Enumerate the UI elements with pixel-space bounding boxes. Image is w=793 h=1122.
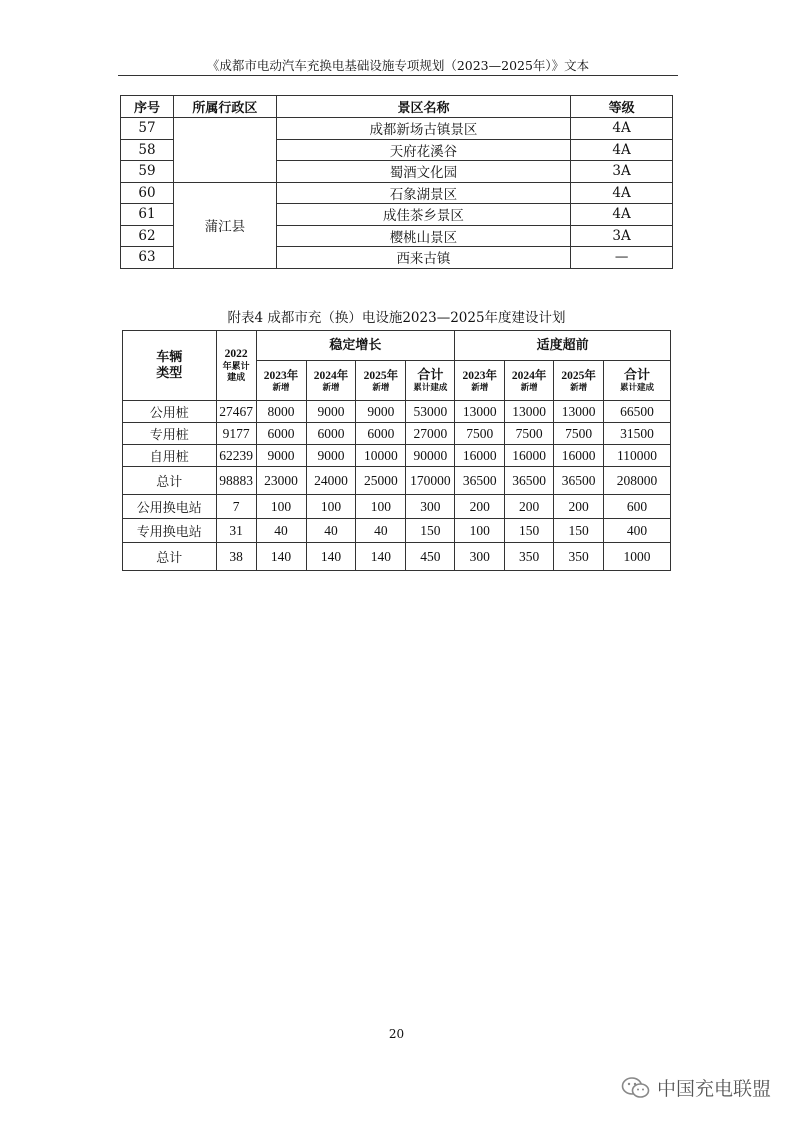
cell-scenic-name: 蜀酒文化园 xyxy=(276,161,570,183)
scenic-spot-table xyxy=(120,95,673,269)
header-divider xyxy=(118,75,678,76)
cell-stable-total: 150 xyxy=(406,519,455,543)
cell-no: 58 xyxy=(121,139,174,161)
cell-ahead-2024: 13000 xyxy=(505,401,554,423)
cell-scenic-name: 石象湖景区 xyxy=(276,182,570,204)
cell-stable-2025: 9000 xyxy=(356,401,406,423)
cell-scenic-name: 樱桃山景区 xyxy=(276,225,570,247)
cell-stable-2024: 9000 xyxy=(306,401,356,423)
cell-grade: 4A xyxy=(571,118,673,140)
table-row xyxy=(123,401,671,423)
col-header-district: 所属行政区 xyxy=(173,96,276,118)
col-header-a-total: 合计 累计建成 xyxy=(604,361,671,401)
col-header-grade: 等级 xyxy=(571,96,673,118)
cell-district: 蒲江县 xyxy=(173,182,276,268)
cell-ahead-total: 110000 xyxy=(604,445,671,467)
cell-stable-2024: 100 xyxy=(306,495,356,519)
cell-scenic-name: 西来古镇 xyxy=(276,247,570,269)
col-header-vehicle-type xyxy=(123,331,217,401)
cell-no: 60 xyxy=(121,182,174,204)
cell-2022-base: 62239 xyxy=(216,445,256,467)
cell-ahead-2024: 7500 xyxy=(505,423,554,445)
table-row xyxy=(123,445,671,467)
cell-ahead-2023: 36500 xyxy=(455,467,505,495)
cell-2022-base: 7 xyxy=(216,495,256,519)
cell-2022-base: 31 xyxy=(216,519,256,543)
plan-table-body xyxy=(123,401,671,571)
cell-ahead-2025: 200 xyxy=(554,495,604,519)
vehicle-type-line2: 类型 xyxy=(156,365,183,381)
table2-caption: 附表4 成都市充（换）电设施2023—2025年度建设计划 xyxy=(227,310,566,326)
cell-ahead-total: 1000 xyxy=(604,543,671,571)
cell-stable-total: 27000 xyxy=(406,423,455,445)
wechat-icon xyxy=(621,1076,651,1100)
table-row xyxy=(123,519,671,543)
page-number: 20 xyxy=(388,1027,405,1041)
table-row xyxy=(123,467,671,495)
cell-ahead-2025: 36500 xyxy=(554,467,604,495)
cell-ahead-total: 208000 xyxy=(604,467,671,495)
cell-ahead-2024: 150 xyxy=(505,519,554,543)
cell-stable-2023: 23000 xyxy=(256,467,306,495)
cell-grade: 4A xyxy=(571,204,673,226)
cell-2022-base: 9177 xyxy=(216,423,256,445)
cell-2022-base: 98883 xyxy=(216,467,256,495)
cell-no: 62 xyxy=(121,225,174,247)
document-header: 《成都市电动汽车充换电基础设施专项规划（2023—2025年）》文本 xyxy=(206,58,590,73)
cell-vehicle-type: 专用换电站 xyxy=(123,519,217,543)
construction-plan-table xyxy=(122,330,671,571)
cell-ahead-total: 600 xyxy=(604,495,671,519)
cell-district-empty xyxy=(173,118,276,183)
table-row xyxy=(121,182,673,204)
cell-no: 57 xyxy=(121,118,174,140)
cell-stable-2025: 140 xyxy=(356,543,406,571)
cell-2022-base: 27467 xyxy=(216,401,256,423)
cell-grade: 4A xyxy=(571,182,673,204)
cell-ahead-2024: 350 xyxy=(505,543,554,571)
cell-ahead-2025: 16000 xyxy=(554,445,604,467)
watermark-text: 中国充电联盟 xyxy=(656,1078,771,1100)
table-row xyxy=(121,118,673,140)
cell-vehicle-type: 总计 xyxy=(123,467,217,495)
cell-ahead-2024: 16000 xyxy=(505,445,554,467)
base-line2: 年累计 xyxy=(222,362,250,373)
cell-stable-2025: 10000 xyxy=(356,445,406,467)
cell-grade: — xyxy=(571,247,673,269)
cell-vehicle-type: 自用桩 xyxy=(123,445,217,467)
col-header-s2023: 2023年 新增 xyxy=(256,361,306,401)
cell-ahead-2025: 13000 xyxy=(554,401,604,423)
col-group-moderately-ahead: 适度超前 xyxy=(455,331,671,361)
cell-ahead-total: 31500 xyxy=(604,423,671,445)
cell-ahead-total: 66500 xyxy=(604,401,671,423)
col-header-s2024: 2024年 新增 xyxy=(306,361,356,401)
cell-ahead-2023: 300 xyxy=(455,543,505,571)
cell-stable-2025: 25000 xyxy=(356,467,406,495)
col-header-a2025: 2025年 新增 xyxy=(554,361,604,401)
table-row xyxy=(123,495,671,519)
vehicle-type-line1: 车辆 xyxy=(156,349,183,365)
col-header-no: 序号 xyxy=(121,96,174,118)
cell-no: 59 xyxy=(121,161,174,183)
cell-stable-2023: 140 xyxy=(256,543,306,571)
cell-ahead-2023: 100 xyxy=(455,519,505,543)
table-row xyxy=(123,423,671,445)
cell-no: 61 xyxy=(121,204,174,226)
cell-ahead-2023: 13000 xyxy=(455,401,505,423)
cell-grade: 3A xyxy=(571,225,673,247)
col-header-a2024: 2024年 新增 xyxy=(505,361,554,401)
base-line3: 建成 xyxy=(227,372,246,383)
cell-stable-2024: 9000 xyxy=(306,445,356,467)
cell-ahead-2025: 350 xyxy=(554,543,604,571)
cell-scenic-name: 天府花溪谷 xyxy=(276,139,570,161)
cell-grade: 4A xyxy=(571,139,673,161)
cell-ahead-2025: 7500 xyxy=(554,423,604,445)
cell-stable-2023: 8000 xyxy=(256,401,306,423)
cell-ahead-2023: 7500 xyxy=(455,423,505,445)
cell-ahead-2023: 200 xyxy=(455,495,505,519)
col-header-scenic-name: 景区名称 xyxy=(276,96,570,118)
cell-vehicle-type: 总计 xyxy=(123,543,217,571)
cell-stable-total: 90000 xyxy=(406,445,455,467)
col-header-s2025: 2025年 新增 xyxy=(356,361,406,401)
cell-stable-2025: 6000 xyxy=(356,423,406,445)
cell-stable-2025: 40 xyxy=(356,519,406,543)
table-header-row xyxy=(121,96,673,118)
cell-stable-2023: 6000 xyxy=(256,423,306,445)
table-row xyxy=(123,543,671,571)
cell-vehicle-type: 专用桩 xyxy=(123,423,217,445)
cell-vehicle-type: 公用换电站 xyxy=(123,495,217,519)
cell-no: 63 xyxy=(121,247,174,269)
cell-ahead-2024: 36500 xyxy=(505,467,554,495)
cell-stable-2024: 24000 xyxy=(306,467,356,495)
cell-scenic-name: 成佳茶乡景区 xyxy=(276,204,570,226)
cell-stable-total: 300 xyxy=(406,495,455,519)
cell-stable-2024: 6000 xyxy=(306,423,356,445)
col-header-s-total: 合计 累计建成 xyxy=(406,361,455,401)
col-header-2022-base xyxy=(216,331,256,401)
cell-vehicle-type: 公用桩 xyxy=(123,401,217,423)
cell-2022-base: 38 xyxy=(216,543,256,571)
col-header-a2023: 2023年 新增 xyxy=(455,361,505,401)
cell-ahead-total: 400 xyxy=(604,519,671,543)
cell-stable-2023: 40 xyxy=(256,519,306,543)
base-year: 2022 xyxy=(224,348,248,361)
cell-stable-2025: 100 xyxy=(356,495,406,519)
cell-stable-total: 450 xyxy=(406,543,455,571)
watermark xyxy=(621,1074,771,1101)
table-header-row xyxy=(123,331,671,361)
cell-stable-total: 53000 xyxy=(406,401,455,423)
cell-stable-2024: 140 xyxy=(306,543,356,571)
cell-ahead-2025: 150 xyxy=(554,519,604,543)
cell-ahead-2023: 16000 xyxy=(455,445,505,467)
cell-stable-2023: 100 xyxy=(256,495,306,519)
cell-grade: 3A xyxy=(571,161,673,183)
cell-stable-2023: 9000 xyxy=(256,445,306,467)
col-group-stable-growth: 稳定增长 xyxy=(256,331,455,361)
cell-stable-total: 170000 xyxy=(406,467,455,495)
cell-scenic-name: 成都新场古镇景区 xyxy=(276,118,570,140)
cell-ahead-2024: 200 xyxy=(505,495,554,519)
cell-stable-2024: 40 xyxy=(306,519,356,543)
